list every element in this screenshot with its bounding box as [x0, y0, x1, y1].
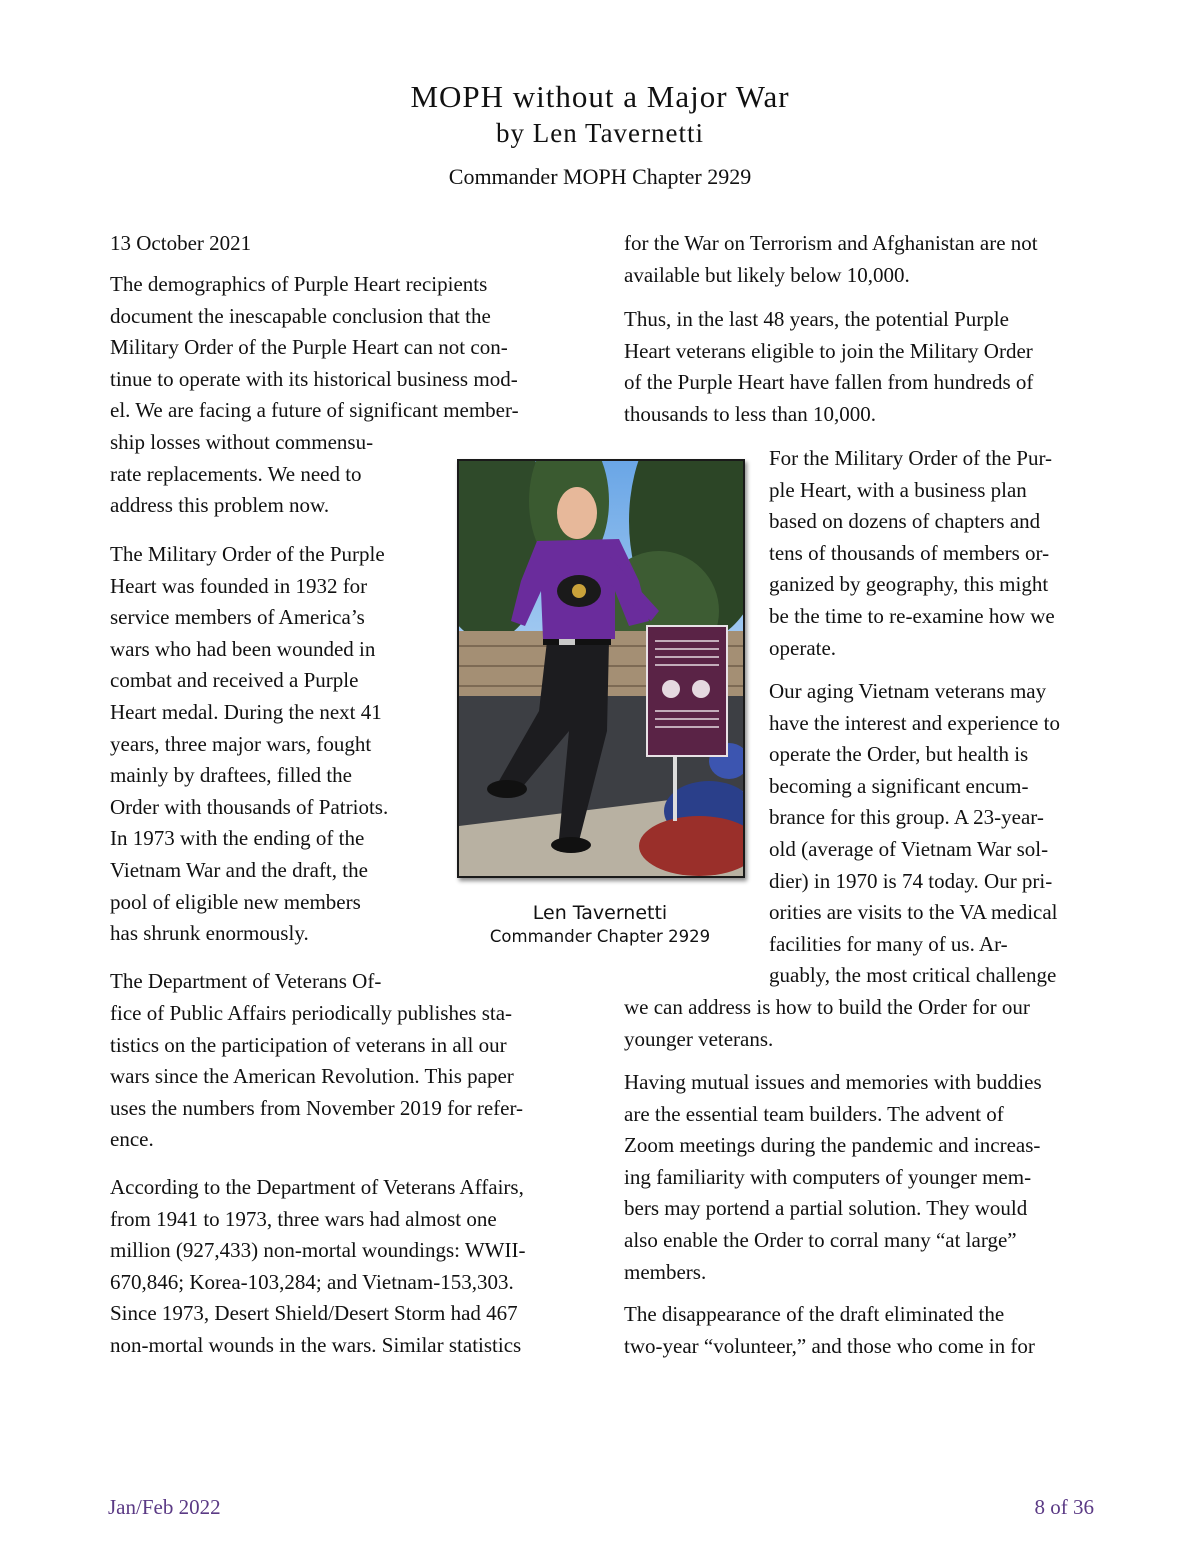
- left-paragraph-3-wrap: The Department of Veterans Of-: [110, 969, 382, 993]
- left-paragraph-1: The demographics of Purple Heart recipients document the inescapable conclusion that the Military Order of the Purple Heart can not con- tinue to operate with its historical business mod- el. We are facing a future of significant member-: [110, 272, 519, 423]
- right-paragraph-2: Thus, in the last 48 years, the potential Purple Heart veterans eligible to join the Military Order of the Purple Heart have fallen from hundreds of thousands to less than 10,000.: [624, 307, 1034, 426]
- article-date: 13 October 2021: [110, 231, 252, 255]
- commander-photo: [457, 459, 745, 878]
- right-paragraph-4: we can address is how to build the Order for our younger veterans.: [624, 995, 1030, 1051]
- right-paragraph-3: For the Military Order of the Pur- ple Heart, with a business plan based on dozens of chapters and tens of thousands of members or- ganized by geography, this might be the time to re-examine how we operate.: [769, 446, 1055, 660]
- right-paragraph-1: for the War on Terrorism and Afghanistan are not available but likely below 10,000.: [624, 231, 1038, 287]
- right-paragraph-6: The disappearance of the draft eliminated the two-year “volunteer,” and those who come in for: [624, 1302, 1035, 1358]
- right-paragraph-4-wrap: Our aging Vietnam veterans may have the interest and experience to operate the Order, but health is becoming a significant encum- brance for this group. A 23-year- old (average of Vietnam War sol- dier) in 1970 is 74 today. Our pri- orities are visits to the VA medical facilities for many of us. Ar- guably, the most critical challenge: [769, 679, 1060, 988]
- left-paragraph-4: According to the Department of Veterans Affairs, from 1941 to 1973, three wars had almost one million (927,433) non-mortal woundings: WWII- 670,846; Korea-103,284; and Vietnam-153,303. Since 1973, Desert Shield/Desert Storm had 467 non-mortal wounds in the wars. Similar statistics: [110, 1175, 526, 1357]
- photo-caption-title: Commander Chapter 2929: [489, 927, 711, 946]
- right-paragraph-5: Having mutual issues and memories with buddies are the essential team builders. The advent of Zoom meetings during the pandemic and increas- ing familiarity with computers of younger mem- bers may portend a partial solution. They would also enable the Order to corral many “at large” members.: [624, 1070, 1042, 1284]
- left-paragraph-1-wrap: ship losses without commensu- rate replacements. We need to address this problem now.: [110, 430, 374, 518]
- footer-issue: Jan/Feb 2022: [108, 1495, 221, 1519]
- article-byline: by Len Tavernetti: [495, 118, 705, 148]
- article-subtitle: Commander MOPH Chapter 2929: [448, 164, 752, 189]
- footer-page-number: 8 of 36: [1034, 1495, 1094, 1519]
- photo-caption-name: Len Tavernetti: [532, 902, 668, 924]
- left-paragraph-2: The Military Order of the Purple Heart was founded in 1932 for service members of America’s wars who had been wounded in combat and received a Purple Heart medal. During the next 41 years, three major wars, fought mainly by draftees, filled the Order with thousands of Patriots. In 1973 with the ending of the Vietnam War and the draft, the pool of eligible new members has shrunk enormously.: [110, 542, 389, 946]
- article-title: MOPH without a Major War: [410, 79, 790, 114]
- left-paragraph-3: fice of Public Affairs periodically publishes sta- tistics on the participation of veterans in all our wars since the American Revolution. This paper uses the numbers from November 2019 for refer- ence.: [110, 1001, 524, 1152]
